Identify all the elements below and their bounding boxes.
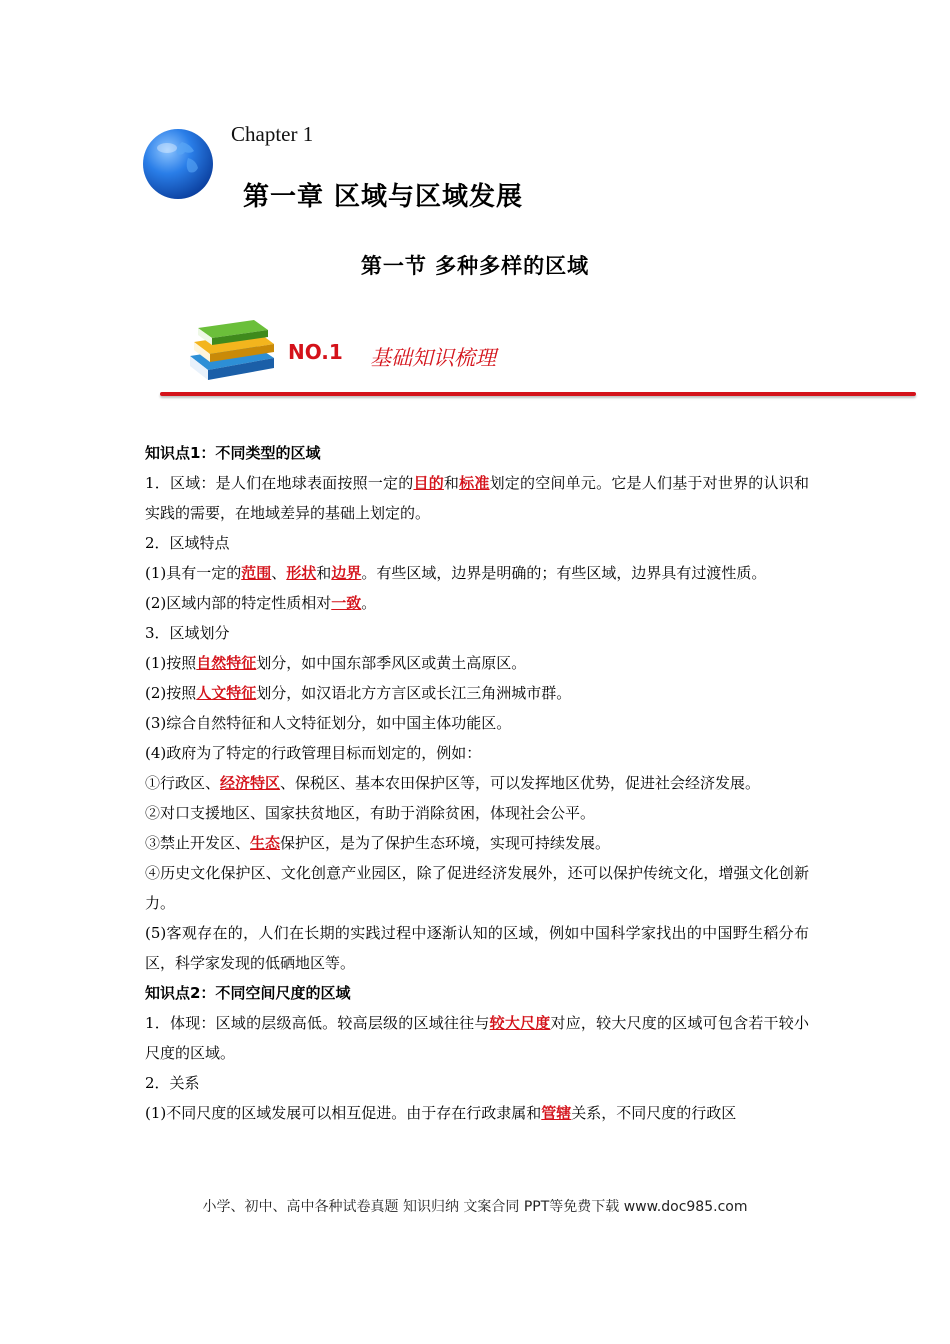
text: (1)具有一定的	[145, 564, 242, 582]
text: 1．体现：区域的层级高低。较高层级的区域往往与	[145, 1014, 490, 1032]
text: 。有些区域，边界是明确的；有些区域，边界具有过渡性质。	[361, 564, 767, 582]
text: 。	[361, 594, 377, 612]
text: 划定的空间单元。它是人们基于对世界的认识和实践的需要，在地域差异的基础上划定的。	[145, 474, 809, 522]
text: 、保税区、基本农田保护区等，可以发挥地区优势，促进社会经济发展。	[280, 774, 761, 792]
paragraph	[145, 588, 809, 618]
text: 和	[316, 564, 332, 582]
highlight-term: 形状	[286, 564, 317, 582]
text: 关系，不同尺度的行政区	[571, 1104, 737, 1122]
text: 、	[271, 564, 287, 582]
section-title: 第一节 多种多样的区域	[360, 254, 590, 278]
paragraph: (4)政府为了特定的行政管理目标而划定的，例如：	[145, 744, 482, 762]
highlight-term: 经济特区	[220, 774, 281, 792]
page-footer: 小学、初中、高中各种试卷真题 知识归纳 文案合同 PPT等免费下载 www.doc985.com	[202, 1199, 748, 1215]
text: (1)按照	[145, 654, 197, 672]
chapter-title: 第一章 区域与区域发展	[243, 182, 524, 212]
paragraph: 2．区域特点	[145, 534, 230, 552]
banner-label: 基础知识梳理	[370, 346, 496, 370]
highlight-term: 较大尺度	[489, 1014, 551, 1032]
highlight-term: 人文特征	[196, 684, 257, 702]
banner-number: NO.1	[288, 340, 343, 364]
text: 对应，较大尺度的区域可包含若干较小尺度的区域。	[145, 1014, 809, 1062]
paragraph: ②对口支援地区、国家扶贫地区，有助于消除贫困，体现社会公平。	[145, 804, 596, 822]
knowledge-point-1-title: 知识点1：不同类型的区域	[145, 444, 321, 462]
globe-icon	[142, 128, 214, 200]
paragraph: (5)客观存在的，人们在长期的实践过程中逐渐认知的区域，例如中国科学家找出的中国野生稻分布区，科学家发现的低硒地区等。	[145, 924, 809, 972]
paragraph	[145, 828, 809, 858]
section-banner	[160, 310, 918, 402]
text: 和	[443, 474, 460, 492]
paragraph	[145, 648, 809, 678]
paragraph	[145, 1008, 809, 1068]
text: (2)区域内部的特定性质相对	[145, 594, 332, 612]
highlight-term: 范围	[241, 564, 272, 582]
highlight-term: 边界	[331, 564, 362, 582]
books-icon	[184, 312, 280, 380]
highlight-term: 管辖	[541, 1104, 572, 1122]
document-body	[145, 438, 809, 1128]
paragraph: ④历史文化保护区、文化创意产业园区，除了促进经济发展外，还可以保护传统文化，增强文化创新力。	[145, 864, 809, 912]
paragraph: 3．区域划分	[145, 624, 230, 642]
paragraph: (3)综合自然特征和人文特征划分，如中国主体功能区。	[145, 714, 512, 732]
highlight-term: 生态	[250, 834, 281, 852]
highlight-term: 一致	[331, 594, 362, 612]
text: (2)按照	[145, 684, 197, 702]
paragraph	[145, 558, 809, 588]
paragraph	[145, 468, 809, 528]
text: ①行政区、	[145, 774, 221, 792]
paragraph: 2．关系	[145, 1074, 200, 1092]
highlight-term: 自然特征	[196, 654, 257, 672]
paragraph	[145, 768, 809, 798]
knowledge-point-2-title: 知识点2：不同空间尺度的区域	[145, 984, 351, 1002]
banner-divider	[160, 392, 916, 396]
text: ③禁止开发区、	[145, 834, 251, 852]
highlight-term: 标准	[459, 474, 490, 492]
text: 保护区，是为了保护生态环境，实现可持续发展。	[280, 834, 611, 852]
text: 1．区域：是人们在地球表面按照一定的	[145, 474, 414, 492]
highlight-term: 目的	[413, 474, 444, 492]
text: (1)不同尺度的区域发展可以相互促进。由于存在行政隶属和	[145, 1104, 542, 1122]
text: 划分，如汉语北方方言区或长江三角洲城市群。	[256, 684, 572, 702]
text: 划分，如中国东部季风区或黄土高原区。	[256, 654, 527, 672]
chapter-number: Chapter 1	[231, 122, 314, 146]
paragraph	[145, 1098, 809, 1128]
paragraph	[145, 678, 809, 708]
